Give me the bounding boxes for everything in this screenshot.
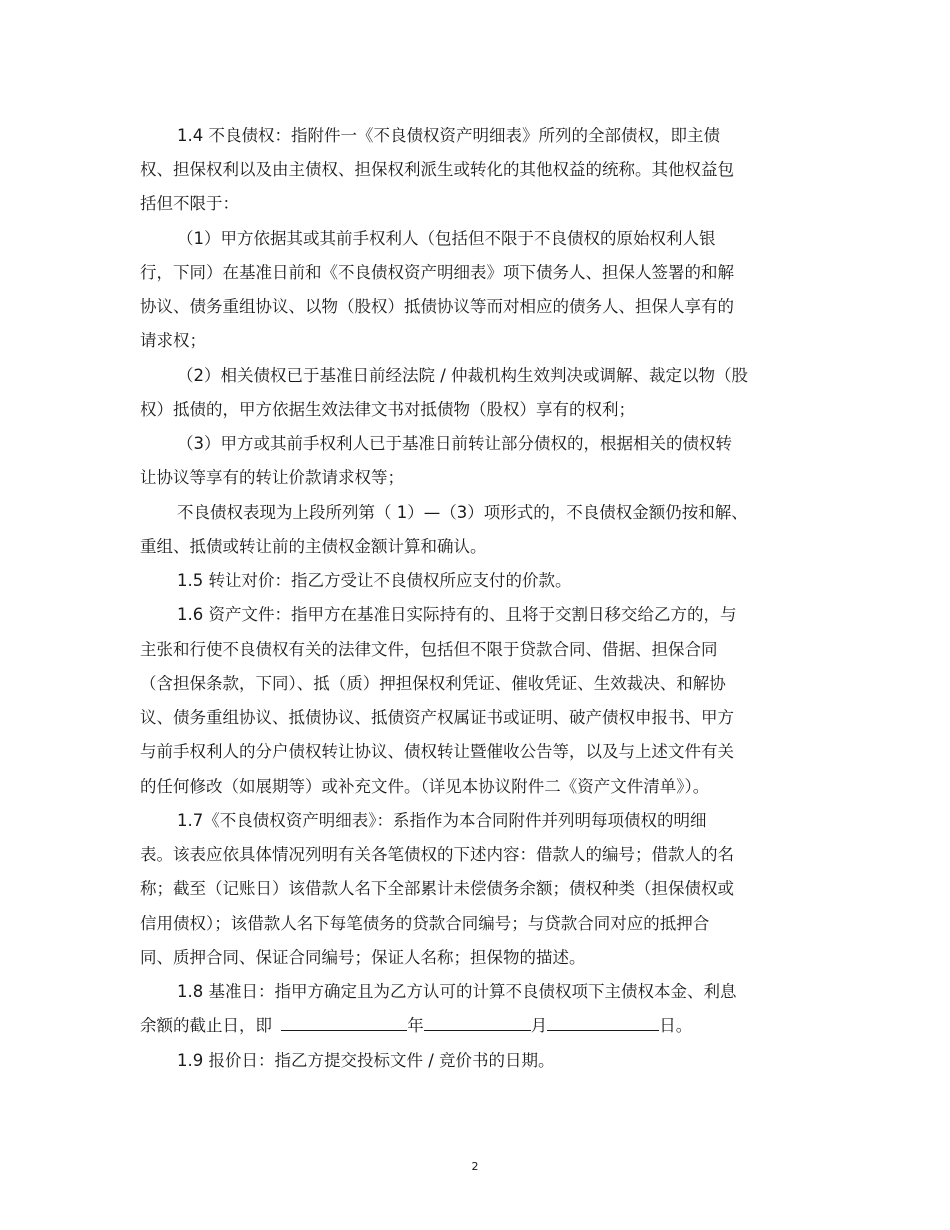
page-number: 2 bbox=[471, 1160, 479, 1173]
text-line: 表。该表应依具体情况列明有关各笔债权的下述内容：借款人的编号；借款人的名 bbox=[140, 845, 734, 864]
text-line: 让协议等享有的转让价款请求权等； bbox=[140, 468, 404, 487]
text-line: （3）甲方或其前手权利人已于基准日前转让部分债权的，根据相关的债权转 bbox=[177, 434, 732, 453]
text-line: 权、担保权利以及由主债权、担保权利派生或转化的其他权益的统称。其他权益包 bbox=[140, 160, 734, 179]
year-label: 年 bbox=[407, 1016, 424, 1035]
day-label: 日。 bbox=[659, 1016, 693, 1035]
month-blank bbox=[424, 1016, 531, 1031]
text-line: 行，下同）在基准日前和《不良债权资产明细表》项下债务人、担保人签署的和解 bbox=[140, 263, 734, 282]
text-line: 重组、抵债或转让前的主债权金额计算和确认。 bbox=[140, 537, 487, 556]
text-line: 称；截至（记账日）该借款人名下全部累计未偿债务余额；债权种类（担保债权或 bbox=[140, 879, 734, 898]
text-line: 同、质押合同、保证合同编号；保证人名称；担保物的描述。 bbox=[140, 948, 586, 967]
text-line: 1.7《不良债权资产明细表》：系指作为本合同附件并列明每项债权的明细 bbox=[177, 811, 707, 830]
text-line: （1）甲方依据其或其前手权利人（包括但不限于不良债权的原始权利人银 bbox=[177, 229, 716, 248]
year-blank bbox=[281, 1016, 407, 1031]
text-line: 不良债权表现为上段所列第（ 1）—（3）项形式的，不良债权金额仍按和解、 bbox=[177, 503, 748, 522]
text-line: 1.4 不良债权：指附件一《不良债权资产明细表》所列的全部债权，即主债 bbox=[177, 126, 720, 145]
month-label: 月 bbox=[530, 1016, 548, 1035]
text-line: 1.6 资产文件：指甲方在基准日实际持有的、且将于交割日移交给乙方的，与 bbox=[177, 605, 737, 624]
day-blank bbox=[547, 1016, 659, 1031]
text-line: 1.9 报价日：指乙方提交投标文件 / 竞价书的日期。 bbox=[177, 1051, 555, 1070]
text-line: 1.5 转让对价：指乙方受让不良债权所应支付的价款。 bbox=[177, 571, 572, 590]
text-line: 的任何修改（如展期等）或补充文件。（详见本协议附件二《资产文件清单》）。 bbox=[140, 777, 710, 796]
text-line: （2）相关债权已于基准日前经法院 / 仲裁机构生效判决或调解、裁定以物（股 bbox=[177, 366, 749, 385]
text-line: 协议、债务重组协议、以物（股权）抵债协议等而对相应的债务人、担保人享有的 bbox=[140, 297, 734, 316]
text-line: 权）抵债的，甲方依据生效法律文书对抵债物（股权）享有的权利； bbox=[140, 400, 635, 419]
text-line: （含担保条款，下同）、抵（质）押担保权利凭证、催收凭证、生效裁决、和解协 bbox=[140, 674, 726, 693]
date-line-prefix: 余额的截止日，即 bbox=[140, 1016, 272, 1035]
date-line bbox=[140, 1016, 692, 1036]
text-line: 括但不限于： bbox=[140, 194, 239, 213]
text-line: 请求权； bbox=[140, 331, 206, 350]
text-line: 议、债务重组协议、抵债协议、抵债资产权属证书或证明、破产债权申报书、甲方 bbox=[140, 708, 734, 727]
text-line: 与前手权利人的分户债权转让协议、债权转让暨催收公告等，以及与上述文件有关 bbox=[140, 742, 734, 761]
text-line: 主张和行使不良债权有关的法律文件，包括但不限于贷款合同、借据、担保合同 bbox=[140, 640, 718, 659]
text-line: 信用债权）；该借款人名下每笔债务的贷款合同编号；与贷款合同对应的抵押合 bbox=[140, 914, 710, 933]
text-line: 1.8 基准日：指甲方确定且为乙方认可的计算不良债权项下主债权本金、利息 bbox=[177, 982, 737, 1001]
